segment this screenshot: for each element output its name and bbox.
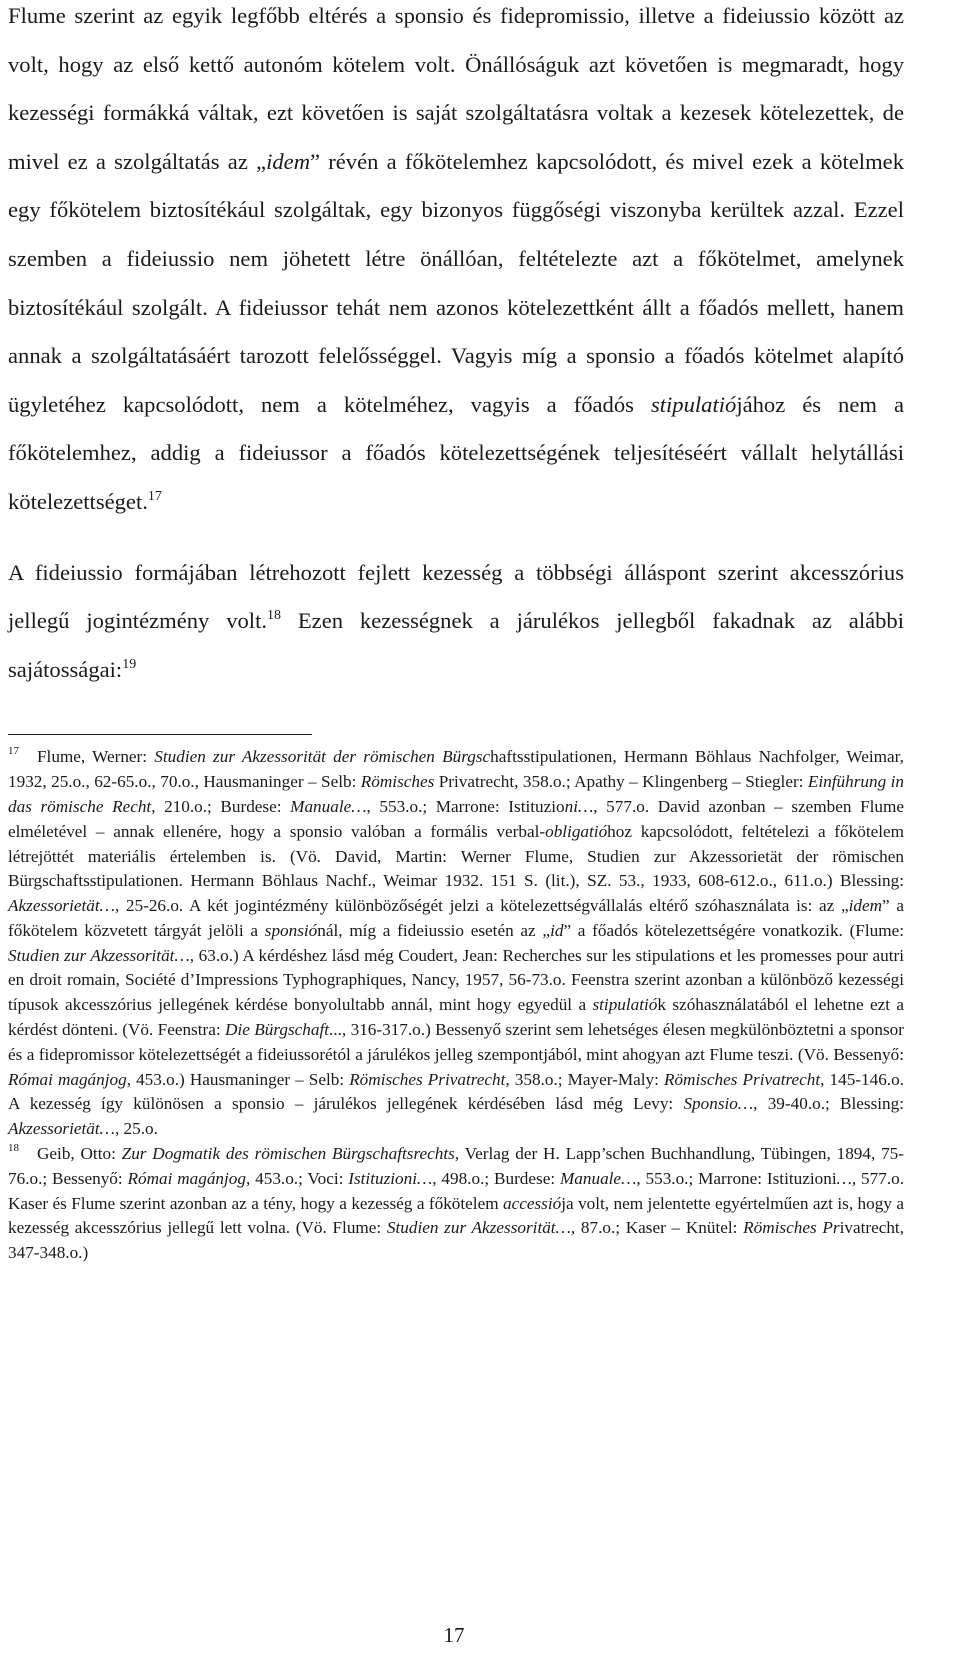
text-run: , 63.o.) A kérdéshez lásd még Coudert, Jean: Recherches sur les stipulations et les promesses pour autri en droit romain, Société d’Impressions Typhographiques, Nancy, 1957, 56-73.o. Feenstra szerint azonban a különböző kezességi típusok akcesszórius jellegének kérdése bonyolultabb annál, mint hogy egyedül a	[8, 945, 905, 1015]
text-run: ..., 316-317.o.) Bessenyő szerint sem lehetséges élesen megkülönböztetni a sponsor és a fidepromissor kötelezettségét a fideiussorétól a járulékos jelleg szempontjából, mint ahogyan azt Flume teszi. (Vö. Bessenyő:	[8, 1020, 904, 1064]
italic-title: Manuale…	[290, 796, 367, 816]
italic-term: idem	[848, 896, 883, 916]
text-run: Verlag der H. Lapp’schen Buchhandlung, Tübingen, 1894, 75-76.o.; Bessenyő:	[8, 1144, 904, 1188]
italic-term: stipulatió	[592, 995, 658, 1015]
text-run: , 577.o. Kaser és Flume szerint azonban az a tény, hogy a kezesség a főkötelem	[8, 1168, 905, 1213]
text-run: Flume szerint az egyik legfőbb eltérés a sponsio és fidepromissio, illetve a fideiussio között az volt, hogy az első kettő autonóm kötelem volt. Önállóságuk azt követően is megmaradt, hogy kezességi formákká váltak, ezt követően is saját szolgáltatásra voltak a kezesek kötelezettek, de mivel ez a szolgáltatás az „	[8, 3, 904, 174]
paragraph-flume-distinction	[8, 0, 904, 527]
italic-title: Einführung in das römische Recht	[8, 772, 905, 816]
text-run: hoz kapcsolódott, feltételezi a főkötelem létrejöttét materiális értelemben is. (Vö. David, Martin: Werner Flume, Studien zur Akzessorietät der römischen Bürgschaftsstipulationen. Hermann Böhlaus Nachf., Weimar 1932. 151 S. (lit.), SZ. 53., 1933, 608-612.o., 611.o.) Blessing:	[8, 821, 904, 891]
footnote-ref-18[interactable]: 18	[267, 608, 281, 624]
italic-title: Akzessorietät…	[8, 896, 115, 916]
text-run: , 87.o.; Kaser – Knütel:	[570, 1218, 744, 1238]
text-run: Geib, Otto:	[37, 1144, 122, 1164]
text-run: , 498.o.; Burdese:	[432, 1168, 560, 1188]
italic-title: Studien zur Akzessorität…	[8, 945, 190, 965]
text-run: ” révén a főkötelemhez kapcsolódott, és mivel ezek a kötelmek egy főkötelem biztosítékául szolgáltak, egy bizonyos függőségi viszonyba kerültek azzal. Ezzel szemben a fideiussio nem jöhetett létre önállóan, feltételezte azt a főkötelmet, amelynek biztosítékául szolgált. A fideiussor tehát nem azonos kötelezettként állt a főadós mellett, hanem annak a szolgáltatásáért tarozott felelősséggel. Vagyis míg a sponsio a főadós kötelmet alapító ügyletéhez kapcsolódott, nem a kötelméhez, vagyis a főadós	[8, 148, 904, 417]
text-run: 145-146.o. A kezesség így különösen a sponsio – járulékos jellegének kérdésében lásd még Levy:	[8, 1069, 904, 1114]
italic-title: Studien zur Akzessorität der römischen Bürgsc	[154, 747, 491, 767]
paragraph-fideiussio-accessory	[8, 549, 904, 695]
italic-title: Manuale…	[559, 1168, 637, 1188]
footnote-separator	[8, 734, 312, 735]
text-run: A fideiussio formájában létrehozott fejlett kezesség a többségi álláspont szerint akcesszórius jellegű jogintézmény volt.	[8, 559, 904, 634]
text-run: Ezen kezességnek a járulékos jellegből fakadnak az alábbi sajátosságai:	[8, 608, 904, 682]
text-run: , 358.o.; Mayer-Maly:	[505, 1069, 664, 1089]
text-run: nál, míg a fideiussio esetén az „	[317, 920, 551, 940]
text-run: , 210.o.; Burdese:	[151, 796, 291, 816]
page-number: 17	[443, 1623, 465, 1647]
text-run: , 25-26.o. A két jogintézmény különbözőségét jelzi a kötelezettségvállalás eltérő szóhasználata is: az „	[114, 896, 849, 916]
italic-term: accessió	[503, 1193, 562, 1213]
italic-title: …	[836, 1168, 852, 1188]
footnote-ref-17[interactable]: 17	[147, 488, 162, 504]
italic-title: Römisches Pr	[743, 1218, 840, 1238]
text-run: jához és nem a főkötelemhez, addig a fideiussor a főadós kötelezettségének teljesítéséért vállalt helytállási kötelezettséget.	[8, 391, 904, 514]
footnote-18	[8, 1142, 904, 1266]
italic-title: Római magánjog	[8, 1069, 127, 1089]
text-run: , 39-40.o.; Blessing:	[753, 1094, 905, 1114]
italic-title: Römisches Privatrecht	[349, 1069, 506, 1089]
italic-title: Istituzioni…	[348, 1168, 433, 1188]
text-run: , 453.o.) Hausmaninger – Selb:	[126, 1069, 350, 1089]
text-run: haftsstipulationen, Hermann Böhlaus Nachfolger, Weimar, 1932, 25.o., 62-65.o., 70.o., Hausmaninger – Selb:	[8, 747, 904, 792]
italic-title: Römisches Privatrecht,	[663, 1069, 825, 1089]
text-run: k szóhasználatából el lehetne ezt a kérdést dönteni. (Vö. Feenstra:	[8, 995, 904, 1040]
italic-title: Sponsio…	[683, 1094, 754, 1114]
text-run: ” a főkötelem közvetett tárgyát jelöli a	[8, 896, 904, 940]
italic-title: Studien zur Akzessorität…	[386, 1218, 571, 1238]
text-run: ivatrecht, 347-348.o.)	[8, 1218, 904, 1263]
footnote-17	[8, 745, 904, 1142]
document-page	[8, 0, 904, 1266]
text-run: Flume, Werner:	[37, 747, 155, 767]
text-run: , 453.o.; Voci:	[245, 1168, 349, 1188]
text-run: , 553.o.; Marrone: Istituzio	[366, 796, 565, 816]
italic-title: Akzessorietät…	[8, 1119, 115, 1139]
footnotes	[8, 745, 904, 1266]
italic-term: id	[550, 920, 564, 940]
italic-title: Die Bürgschaft	[225, 1020, 330, 1040]
italic-title: Zur Dogmatik des römischen Bürgschaftsrechts,	[121, 1144, 460, 1164]
text-run: , 25.o.	[114, 1119, 158, 1139]
italic-title: Römisches	[360, 772, 435, 792]
italic-term: stipulatió	[650, 391, 737, 417]
text-run: ja volt, nem jelentette egyértelműen azt is, hogy a kezesség akcesszórius jellegű lett volna. (Vö. Flume:	[8, 1193, 904, 1238]
italic-term: idem	[266, 148, 311, 174]
italic-title: ni…	[564, 796, 594, 816]
text-run: Privatrecht, 358.o.; Apathy – Klingenberg – Stiegler:	[434, 772, 808, 792]
text-run: , 577.o. David azonban – szemben Flume elméletével – annak ellenére, hogy a sponsio valóban a formális verbal-	[8, 796, 905, 841]
footnote-number: 18	[8, 1142, 19, 1155]
italic-title: Római magánjog	[127, 1168, 246, 1188]
footnote-number: 17	[8, 745, 19, 758]
italic-term: sponsió	[264, 920, 318, 940]
footnote-ref-19[interactable]: 19	[122, 656, 137, 672]
italic-term: obligatió	[545, 821, 608, 841]
text-run: ” a főadós kötelezettségére vonatkozik. (Flume:	[563, 920, 905, 940]
text-run: , 553.o.; Marrone: Istituzioni	[636, 1168, 837, 1188]
